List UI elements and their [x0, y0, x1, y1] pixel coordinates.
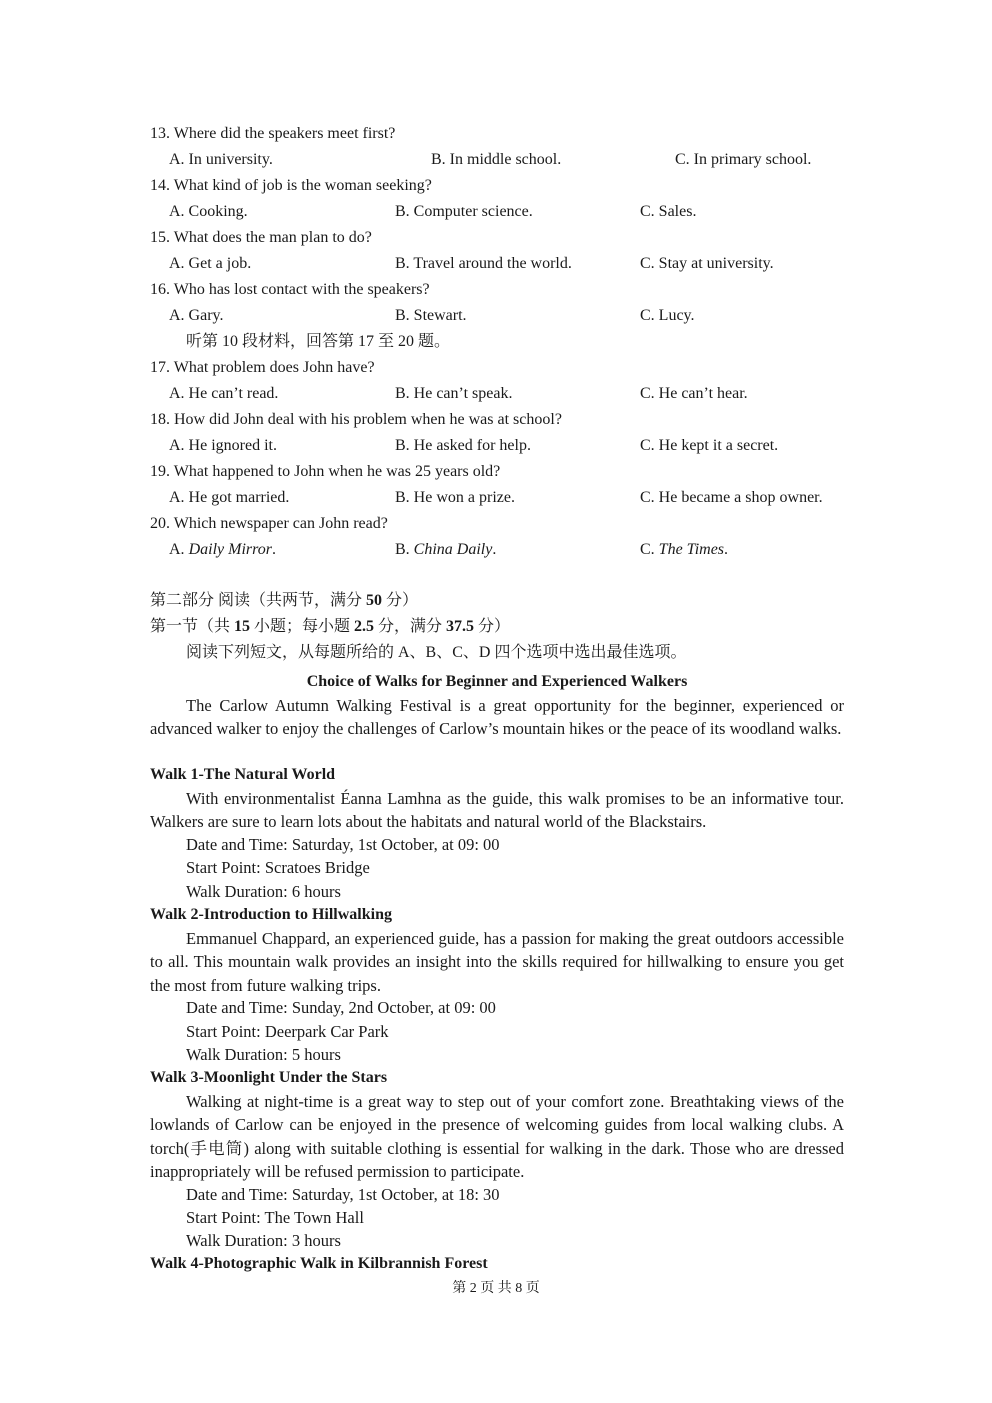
option-a: A. He can’t read. — [169, 385, 279, 402]
question-17-stem: 17. What problem does John have? — [150, 359, 375, 376]
walk-1-heading: Walk 1-The Natural World — [150, 766, 336, 783]
walk-3-description: Walking at night-time is a great way to step out of your comfort zone. Breathtaking views of the lowlands of Carlow can be enjoyed in the presence of welcoming guides from local walking clubs. A torch(手电筒) along with suitable clothing is essential for walking in the dark. Those who are dressed inappropriately will be refused permission to participate. — [150, 1092, 844, 1181]
newspaper-name: China Daily — [413, 541, 493, 558]
question-16-options — [169, 306, 869, 326]
option-b: B. He can’t speak. — [395, 385, 513, 402]
newspaper-name: The Times — [658, 541, 725, 558]
question-18-stem: 18. How did John deal with his problem when he was at school? — [150, 411, 562, 428]
question-13-options — [169, 150, 869, 170]
option-c: C. He kept it a secret. — [640, 437, 779, 454]
option-b: B. China Daily. — [395, 541, 497, 558]
part2-heading: 第二部分 阅读（共两节，满分 50 分） — [150, 592, 419, 609]
question-18-options — [169, 436, 869, 456]
option-a: A. In university. — [169, 151, 273, 168]
option-c: C. Lucy. — [640, 307, 695, 324]
option-c: C. Stay at university. — [640, 255, 774, 272]
walk-3-start: Start Point: The Town Hall — [186, 1208, 364, 1227]
option-c: C. The Times. — [640, 541, 729, 558]
question-19-options — [169, 488, 869, 508]
option-c: C. Sales. — [640, 203, 697, 220]
question-19-stem: 19. What happened to John when he was 25 years old? — [150, 463, 501, 480]
walk-4-heading: Walk 4-Photographic Walk in Kilbrannish Forest — [150, 1255, 488, 1272]
option-c: C. He became a shop owner. — [640, 489, 823, 506]
listening-instruction: 听第 10 段材料，回答第 17 至 20 题。 — [186, 333, 451, 350]
walk-2-start: Start Point: Deerpark Car Park — [186, 1022, 389, 1041]
walk-1-start: Start Point: Scratoes Bridge — [186, 858, 370, 877]
walk-2-date: Date and Time: Sunday, 2nd October, at 09: 00 — [186, 998, 496, 1017]
question-15-options — [169, 254, 869, 274]
option-b: B. Stewart. — [395, 307, 467, 324]
walk-2-duration: Walk Duration: 5 hours — [186, 1045, 341, 1064]
option-a: A. Daily Mirror. — [169, 541, 276, 558]
option-a: A. Get a job. — [169, 255, 252, 272]
page-footer: 第 2 页 共 8 页 — [452, 1281, 540, 1296]
question-20-options — [169, 540, 869, 560]
walk-1-description: With environmentalist Éanna Lamhna as the guide, this walk promises to be an informative tour. Walkers are sure to learn lots about the habitats and natural world of the Blackstairs. — [150, 789, 844, 832]
walk-1-date: Date and Time: Saturday, 1st October, at 09: 00 — [186, 835, 500, 854]
option-a: A. He got married. — [169, 489, 290, 506]
question-13-stem: 13. Where did the speakers meet first? — [150, 125, 396, 142]
walk-3-date: Date and Time: Saturday, 1st October, at 18: 30 — [186, 1185, 500, 1204]
walk-2-heading: Walk 2-Introduction to Hillwalking — [150, 906, 392, 923]
option-b: B. Travel around the world. — [395, 255, 572, 272]
option-b: B. He asked for help. — [395, 437, 531, 454]
question-14-options — [169, 202, 869, 222]
section1-heading: 第一节（共 15 小题；每小题 2.5 分，满分 37.5 分） — [150, 618, 511, 635]
walk-3-heading: Walk 3-Moonlight Under the Stars — [150, 1069, 388, 1086]
question-20-stem: 20. Which newspaper can John read? — [150, 515, 388, 532]
passage-intro: The Carlow Autumn Walking Festival is a great opportunity for the beginner, experienced or advanced walker to enjoy the challenges of Carlow’s mountain hikes or the peace of its woodland walks. — [150, 696, 844, 739]
option-b: B. He won a prize. — [395, 489, 515, 506]
walk-2-description: Emmanuel Chappard, an experienced guide, has a passion for making the great outdoors accessible to all. This mountain walk provides an insight into the skills required for hillwalking to ensure you get the most from future walking trips. — [150, 929, 844, 995]
walk-1-duration: Walk Duration: 6 hours — [186, 882, 341, 901]
option-a: A. He ignored it. — [169, 437, 277, 454]
question-17-options — [169, 384, 869, 404]
option-b: B. In middle school. — [431, 151, 562, 168]
option-b: B. Computer science. — [395, 203, 533, 220]
question-14-stem: 14. What kind of job is the woman seeking? — [150, 177, 432, 194]
option-c: C. In primary school. — [675, 151, 812, 168]
option-c: C. He can’t hear. — [640, 385, 748, 402]
walk-3-duration: Walk Duration: 3 hours — [186, 1231, 341, 1250]
reading-instruction: 阅读下列短文，从每题所给的 A、B、C、D 四个选项中选出最佳选项。 — [186, 644, 687, 661]
newspaper-name: Daily Mirror — [188, 541, 272, 558]
passage-title: Choice of Walks for Beginner and Experienced Walkers — [306, 673, 688, 690]
question-15-stem: 15. What does the man plan to do? — [150, 229, 372, 246]
option-a: A. Cooking. — [169, 203, 248, 220]
option-a: A. Gary. — [169, 307, 224, 324]
question-16-stem: 16. Who has lost contact with the speakers? — [150, 281, 430, 298]
